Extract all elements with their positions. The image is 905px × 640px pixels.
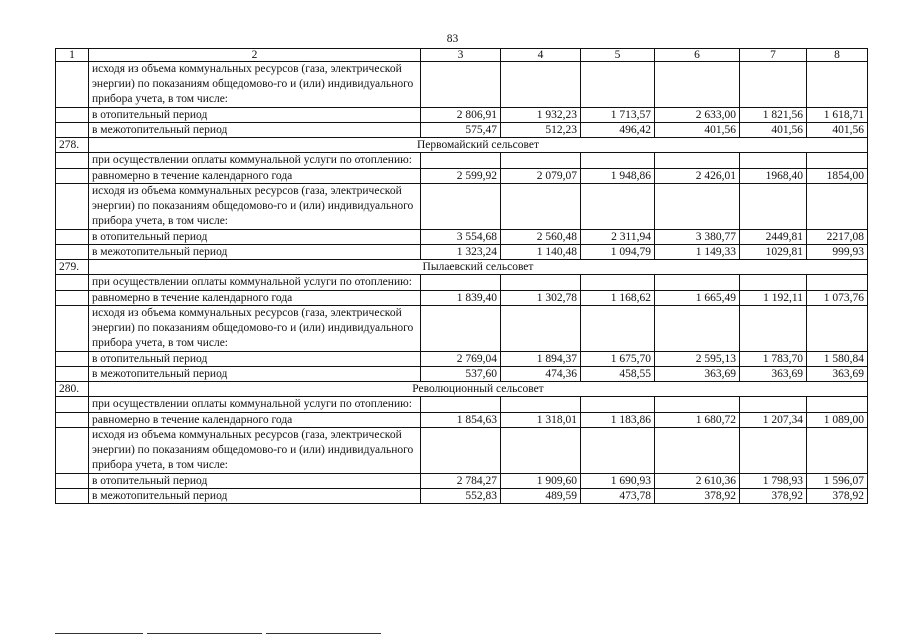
empty-cell	[421, 397, 501, 413]
row-label: в межотопительный период	[89, 489, 421, 504]
value-cell: 3 380,77	[655, 230, 740, 245]
empty-cell	[421, 428, 501, 474]
section-title: Революционный сельсовет	[89, 382, 868, 397]
empty-cell	[655, 428, 740, 474]
value-cell: 1 932,23	[501, 108, 581, 123]
value-cell: 401,56	[807, 123, 868, 138]
empty-cell	[807, 153, 868, 169]
metered-description-row	[56, 184, 868, 230]
value-cell: 1 207,34	[740, 413, 807, 428]
empty-cell	[501, 428, 581, 474]
empty-cell	[421, 306, 501, 352]
row-number-cell	[56, 123, 89, 138]
description-cell: исходя из объема коммунальных ресурсов (газа, электрической энергии) по показаниям общедомово-го и (или) индивидуального прибора учета, в том числе:	[89, 62, 421, 108]
value-cell: 363,69	[807, 367, 868, 382]
value-cell: 2 769,04	[421, 352, 501, 367]
empty-cell	[581, 306, 655, 352]
value-cell: 1 183,86	[581, 413, 655, 428]
empty-cell	[655, 397, 740, 413]
value-cell: 2 806,91	[421, 108, 501, 123]
section-title: Первомайский сельсовет	[89, 138, 868, 153]
empty-cell	[807, 306, 868, 352]
empty-cell	[501, 62, 581, 108]
empty-cell	[740, 275, 807, 291]
value-cell: 496,42	[581, 123, 655, 138]
value-cell: 2 784,27	[421, 474, 501, 489]
value-cell: 1 140,48	[501, 245, 581, 260]
empty-cell	[501, 306, 581, 352]
section-number: 279.	[56, 260, 89, 275]
empty-cell	[421, 62, 501, 108]
value-cell: 1 854,63	[421, 413, 501, 428]
row-number-cell	[56, 230, 89, 245]
footer-line	[266, 633, 381, 634]
value-cell: 401,56	[740, 123, 807, 138]
footer-line	[147, 633, 262, 634]
value-cell: 474,36	[501, 367, 581, 382]
header-cell: 2	[89, 49, 421, 62]
empty-cell	[740, 397, 807, 413]
page-number: 83	[446, 33, 459, 45]
value-cell: 1 596,07	[807, 474, 868, 489]
value-row	[56, 291, 868, 306]
empty-cell	[581, 153, 655, 169]
empty-cell	[807, 397, 868, 413]
section-row	[56, 138, 868, 153]
value-cell: 1 318,01	[501, 413, 581, 428]
value-cell: 2449,81	[740, 230, 807, 245]
value-row	[56, 413, 868, 428]
value-cell: 1 580,84	[807, 352, 868, 367]
row-number-cell	[56, 153, 89, 169]
value-cell: 1 665,49	[655, 291, 740, 306]
row-number-cell	[56, 184, 89, 230]
empty-cell	[501, 184, 581, 230]
row-number-cell	[56, 474, 89, 489]
value-row	[56, 352, 868, 367]
empty-cell	[581, 184, 655, 230]
header-cell: 1	[56, 49, 89, 62]
empty-cell	[421, 275, 501, 291]
value-cell: 458,55	[581, 367, 655, 382]
empty-cell	[655, 184, 740, 230]
row-label: равномерно в течение календарного года	[89, 413, 421, 428]
value-cell: 3 554,68	[421, 230, 501, 245]
section-title: Пылаевский сельсовет	[89, 260, 868, 275]
section-number: 278.	[56, 138, 89, 153]
row-number-cell	[56, 489, 89, 504]
value-cell: 1 783,70	[740, 352, 807, 367]
value-cell: 1 948,86	[581, 169, 655, 184]
empty-cell	[581, 275, 655, 291]
row-number-cell	[56, 352, 89, 367]
empty-cell	[807, 428, 868, 474]
value-cell: 2 426,01	[655, 169, 740, 184]
description-cell: при осуществлении оплаты коммунальной услуги по отоплению:	[89, 275, 421, 291]
payment-method-row	[56, 397, 868, 413]
value-cell: 1 675,70	[581, 352, 655, 367]
row-number-cell	[56, 108, 89, 123]
empty-cell	[740, 306, 807, 352]
value-cell: 1 821,56	[740, 108, 807, 123]
row-label: в отопительный период	[89, 230, 421, 245]
value-cell: 1 839,40	[421, 291, 501, 306]
description-cell: исходя из объема коммунальных ресурсов (газа, электрической энергии) по показаниям общедомово-го и (или) индивидуального прибора учета, в том числе:	[89, 184, 421, 230]
value-cell: 1968,40	[740, 169, 807, 184]
header-cell: 3	[421, 49, 501, 62]
section-number: 280.	[56, 382, 89, 397]
row-label: в межотопительный период	[89, 245, 421, 260]
row-label: в отопительный период	[89, 474, 421, 489]
value-cell: 1 680,72	[655, 413, 740, 428]
empty-cell	[655, 306, 740, 352]
row-number-cell	[56, 367, 89, 382]
row-number-cell	[56, 169, 89, 184]
row-number-cell	[56, 306, 89, 352]
value-cell: 2217,08	[807, 230, 868, 245]
empty-cell	[655, 153, 740, 169]
value-cell: 489,59	[501, 489, 581, 504]
table-body	[56, 49, 868, 504]
value-row	[56, 123, 868, 138]
value-cell: 1 073,76	[807, 291, 868, 306]
header-cell: 8	[807, 49, 868, 62]
value-cell: 512,23	[501, 123, 581, 138]
row-label: в межотопительный период	[89, 367, 421, 382]
value-cell: 2 560,48	[501, 230, 581, 245]
value-row	[56, 245, 868, 260]
value-cell: 2 595,13	[655, 352, 740, 367]
value-cell: 1 909,60	[501, 474, 581, 489]
empty-cell	[501, 397, 581, 413]
value-cell: 378,92	[655, 489, 740, 504]
value-cell: 378,92	[740, 489, 807, 504]
value-cell: 1 323,24	[421, 245, 501, 260]
value-row	[56, 474, 868, 489]
value-cell: 1 618,71	[807, 108, 868, 123]
description-cell: при осуществлении оплаты коммунальной услуги по отоплению:	[89, 397, 421, 413]
value-cell: 363,69	[655, 367, 740, 382]
value-cell: 401,56	[655, 123, 740, 138]
row-number-cell	[56, 428, 89, 474]
value-cell: 2 599,92	[421, 169, 501, 184]
value-cell: 1 192,11	[740, 291, 807, 306]
value-row	[56, 108, 868, 123]
description-cell: исходя из объема коммунальных ресурсов (газа, электрической энергии) по показаниям общедомово-го и (или) индивидуального прибора учета, в том числе:	[89, 428, 421, 474]
empty-cell	[655, 62, 740, 108]
value-cell: 1029,81	[740, 245, 807, 260]
value-cell: 1 168,62	[581, 291, 655, 306]
value-cell: 363,69	[740, 367, 807, 382]
value-cell: 1854,00	[807, 169, 868, 184]
value-cell: 575,47	[421, 123, 501, 138]
value-cell: 473,78	[581, 489, 655, 504]
header-cell: 7	[740, 49, 807, 62]
metered-description-row	[56, 306, 868, 352]
value-cell: 1 089,00	[807, 413, 868, 428]
row-number-cell	[56, 275, 89, 291]
payment-method-row	[56, 153, 868, 169]
value-cell: 2 610,36	[655, 474, 740, 489]
empty-cell	[740, 184, 807, 230]
empty-cell	[581, 428, 655, 474]
value-cell: 537,60	[421, 367, 501, 382]
empty-cell	[421, 184, 501, 230]
description-cell: при осуществлении оплаты коммунальной услуги по отоплению:	[89, 153, 421, 169]
value-cell: 2 633,00	[655, 108, 740, 123]
empty-cell	[421, 153, 501, 169]
header-cell: 5	[581, 49, 655, 62]
section-row	[56, 382, 868, 397]
empty-cell	[807, 184, 868, 230]
empty-cell	[581, 397, 655, 413]
row-number-cell	[56, 245, 89, 260]
value-row	[56, 169, 868, 184]
section-row	[56, 260, 868, 275]
row-number-cell	[56, 291, 89, 306]
row-number-cell	[56, 397, 89, 413]
value-cell: 1 302,78	[501, 291, 581, 306]
empty-cell	[740, 62, 807, 108]
row-label: равномерно в течение календарного года	[89, 291, 421, 306]
empty-cell	[807, 275, 868, 291]
value-cell: 1 798,93	[740, 474, 807, 489]
footer-line	[55, 633, 143, 634]
payment-method-row	[56, 275, 868, 291]
empty-cell	[501, 153, 581, 169]
row-label: в межотопительный период	[89, 123, 421, 138]
value-cell: 378,92	[807, 489, 868, 504]
value-cell: 999,93	[807, 245, 868, 260]
description-cell: исходя из объема коммунальных ресурсов (газа, электрической энергии) по показаниям общедомово-го и (или) индивидуального прибора учета, в том числе:	[89, 306, 421, 352]
value-cell: 2 079,07	[501, 169, 581, 184]
empty-cell	[740, 153, 807, 169]
value-cell: 1 149,33	[655, 245, 740, 260]
header-cell: 6	[655, 49, 740, 62]
tariff-table	[55, 48, 868, 504]
row-label: равномерно в течение календарного года	[89, 169, 421, 184]
metered-description-row	[56, 428, 868, 474]
row-number-cell	[56, 62, 89, 108]
empty-cell	[581, 62, 655, 108]
value-row	[56, 367, 868, 382]
description-row	[56, 62, 868, 108]
value-cell: 1 713,57	[581, 108, 655, 123]
empty-cell	[655, 275, 740, 291]
empty-cell	[807, 62, 868, 108]
row-label: в отопительный период	[89, 352, 421, 367]
value-cell: 552,83	[421, 489, 501, 504]
value-row	[56, 230, 868, 245]
value-cell: 1 894,37	[501, 352, 581, 367]
header-cell: 4	[501, 49, 581, 62]
value-row	[56, 489, 868, 504]
row-label: в отопительный период	[89, 108, 421, 123]
empty-cell	[740, 428, 807, 474]
header-row	[56, 49, 868, 62]
value-cell: 1 094,79	[581, 245, 655, 260]
row-number-cell	[56, 413, 89, 428]
value-cell: 1 690,93	[581, 474, 655, 489]
empty-cell	[501, 275, 581, 291]
value-cell: 2 311,94	[581, 230, 655, 245]
